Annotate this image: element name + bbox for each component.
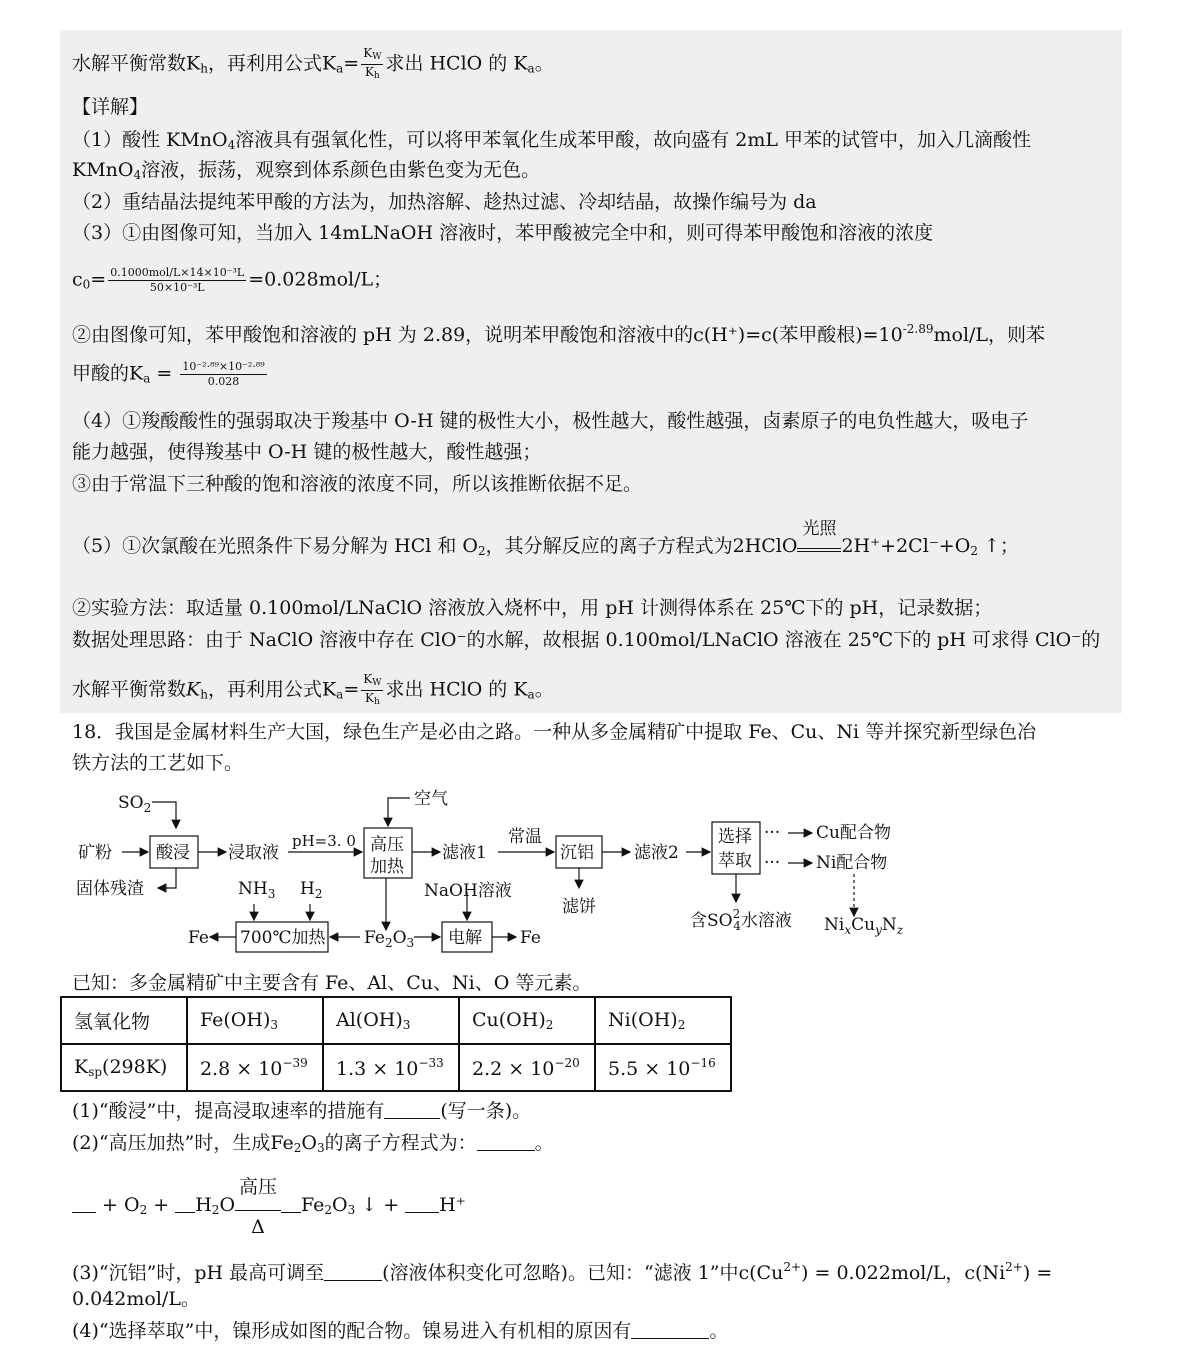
balance-equation: + $O_2 + H_2O$ 高压 Δ $Fe_2O_3$ ↓ + H⁺: [72, 1192, 466, 1223]
dots-ni: ···: [764, 853, 781, 873]
sub: a: [527, 61, 535, 76]
para-1-line-2: KMnO$_4$溶液，振荡，观察到体系颜色由紫色变为无色。: [72, 159, 541, 182]
al-label: 沉铝: [560, 843, 594, 863]
para-2: （2）重结晶法提纯苯甲酸的方法为，加热溶解、趁热过滤、冷却结晶，故操作编号为 da: [72, 191, 817, 213]
air-label: 空气: [414, 789, 448, 809]
ore-label: 矿粉: [78, 843, 112, 863]
filtrate2-label: 滤液2: [634, 843, 679, 863]
table-cell: $2.8 \times 10^{-39}$: [187, 1044, 323, 1091]
table-cell: 氢氧化物: [61, 997, 187, 1044]
table-cell: $Al(OH)_3$: [323, 997, 459, 1044]
elec-label: 电解: [448, 928, 482, 948]
ph-label: pH=3. 0: [292, 832, 356, 850]
table-cell: $2.2 \times 10^{-20}$: [459, 1044, 595, 1091]
so2-label: $SO_2$: [118, 793, 152, 815]
nicun-label: $Ni_xCu_yN_z$: [824, 915, 904, 937]
para-4-line-2: 能力越强，使得羧基中 O-H 键的极性越大，酸性越强；: [72, 441, 542, 463]
answer-blank: [281, 1194, 301, 1213]
para-1-line-1: （1）酸性 KMnO$_4$溶液具有强氧化性，可以将甲苯氧化生成苯甲酸，故向盛有 2mL 甲苯的试管中，加入几滴酸性: [72, 129, 1032, 152]
kw-kh-fraction: $\frac{K_W}{K_h}$: [363, 46, 382, 81]
top-line: [72, 46, 554, 83]
para-5-line-4: 水解平衡常数$K_h$，再利用公式$K_a=$ $\frac{K_W}{K_h}$ 求出 HClO 的 $K_a$。: [72, 672, 554, 707]
h2-label: $H_2$: [300, 879, 323, 901]
sub-q2: (2)“高压加热”时，生成$Fe_2O_3$的离子方程式为： 。: [72, 1132, 554, 1155]
q18-intro-line-1: 18．我国是金属材料生产大国，绿色生产是必由之路。一种从多金属精矿中提取 Fe、Cu、Ni 等并探究新型绿色冶: [72, 721, 1037, 743]
residue-label: 固体残渣: [76, 879, 144, 899]
residue-arrow: [158, 868, 176, 888]
sub-q4: (4)“选择萃取”中，镍形成如图的配合物。镍易进入有机相的原因有 。: [72, 1320, 729, 1342]
q18-intro-line-2: 铁方法的工艺如下。: [72, 752, 244, 774]
para-5-line-2: ②实验方法：取适量 0.100mol/LNaClO 溶液放入烧杯中，用 pH 计测得体系在 25℃下的 pH，记录数据；: [72, 597, 993, 619]
table-cell: $Cu(OH)_2$: [459, 997, 595, 1044]
known-note: 已知：多金属精矿中主要含有 Fe、Al、Cu、Ni、O 等元素。: [72, 972, 592, 994]
table-cell: $K_{sp}(298K)$: [61, 1044, 187, 1091]
c0-equation: $c_0=$ $\frac{\text{0.1000mol/L×14×10⁻³L}}{\text{50×10⁻³L}}$ =0.028mol/L；: [72, 266, 393, 294]
para-4-line-3: ③由于常温下三种酸的饱和溶液的浓度不同，所以该推断依据不足。: [72, 473, 643, 495]
text: 。: [534, 52, 554, 75]
heat700-label: 700℃加热: [240, 928, 326, 948]
text: 水解平衡常数K: [72, 52, 201, 75]
sub: a: [336, 61, 344, 76]
text: 求出 HClO 的 K: [385, 52, 528, 75]
hp2-label: 加热: [370, 857, 404, 877]
ksp-table: [60, 996, 732, 1092]
cu-label: Cu配合物: [816, 823, 891, 843]
answer-blank: [405, 1194, 439, 1213]
sub-q1: (1)“酸浸”中，提高浸取速率的措施有 (写一条)。: [72, 1100, 532, 1122]
text: ，再利用公式K: [207, 52, 337, 75]
text: =: [343, 52, 360, 75]
detail-header: 【详解】: [72, 96, 149, 118]
process-flow-diagram: [0, 780, 1190, 960]
ka-equation: 甲酸的$K_a$ = $\frac{\text{10⁻²·⁸⁹×10⁻²·⁸⁹}}{0.028}$: [72, 360, 265, 388]
rt-label: 常温: [508, 827, 542, 847]
para-3-line-2: ②由图像可知，苯甲酸饱和溶液的 pH 为 2.89，说明苯甲酸饱和溶液中的c(H⁺)=c(苯甲酸根)$=10^{-2.89}mol/L$，则苯: [72, 322, 1046, 346]
air-arrow: [388, 798, 410, 826]
answer-blank: [324, 1262, 382, 1281]
para-5-line-3: 数据处理思路：由于 NaClO 溶液中存在 ClO⁻的水解，故根据 0.100mol/LNaClO 溶液在 25℃下的 pH 可求得 ClO⁻的: [72, 629, 1101, 651]
leach-label: 酸浸: [156, 843, 190, 863]
cake-label: 滤饼: [562, 897, 596, 917]
table-cell: $Ni(OH)_2$: [595, 997, 731, 1044]
sel2-label: 萃取: [718, 851, 752, 871]
para-3-line-1: （3）①由图像可知，当加入 14mLNaOH 溶液时，苯甲酸被完全中和，则可得苯甲酸饱和溶液的浓度: [72, 222, 934, 244]
dots-cu: ···: [764, 823, 781, 843]
sub-q3-line-2: 0.042mol/L。: [72, 1288, 200, 1310]
filtrate1-label: 滤液1: [442, 843, 487, 863]
ni-label: Ni配合物: [816, 853, 888, 873]
nh3-label: $NH_3$: [238, 879, 276, 901]
table-cell: $1.3 \times 10^{-33}$: [323, 1044, 459, 1091]
fe2o3-label: $Fe_2O_3$: [364, 928, 415, 950]
sel1-label: 选择: [718, 827, 752, 847]
para-5-line-1: （5）①次氯酸在光照条件下易分解为 HCl 和 $O_2$，其分解反应的离子方程式为2HClO 光照 $2H^++2Cl^-+O_2$ ↑；: [72, 519, 1019, 558]
answer-blank: [72, 1194, 96, 1213]
sub-q3-line-1: (3)“沉铝”时，pH 最高可调至 (溶液体积变化可忽略)。已知：“滤液 1”中$c(Cu^{2+}) = 0.022mol/L$，$c(Ni^{2+})$ =: [72, 1260, 1053, 1284]
answer-blank: [175, 1194, 195, 1213]
table-cell: $Fe(OH)_3$: [187, 997, 323, 1044]
para-4-line-1: （4）①羧酸酸性的强弱取决于羧基中 O-H 键的极性大小，极性越大，酸性越强，卤素原子的电负性越大，吸电子: [72, 410, 1029, 432]
answer-blank: [631, 1320, 709, 1339]
answer-blank: [477, 1132, 535, 1151]
so4-label: 含$SO^2$ 4水溶液: [690, 907, 792, 933]
sub: h: [200, 61, 208, 76]
fe-left-label: Fe: [188, 928, 209, 948]
table-cell: $5.5 \times 10^{-16}$: [595, 1044, 731, 1091]
so2-arrow: [152, 802, 176, 828]
hp1-label: 高压: [370, 835, 404, 855]
answer-blank: [384, 1100, 440, 1119]
fe-right-label: Fe: [520, 928, 541, 948]
table-row: [61, 997, 731, 1044]
table-row: [61, 1044, 731, 1091]
naoh-label: NaOH溶液: [424, 881, 512, 901]
leachate-label: 浸取液: [228, 843, 279, 863]
